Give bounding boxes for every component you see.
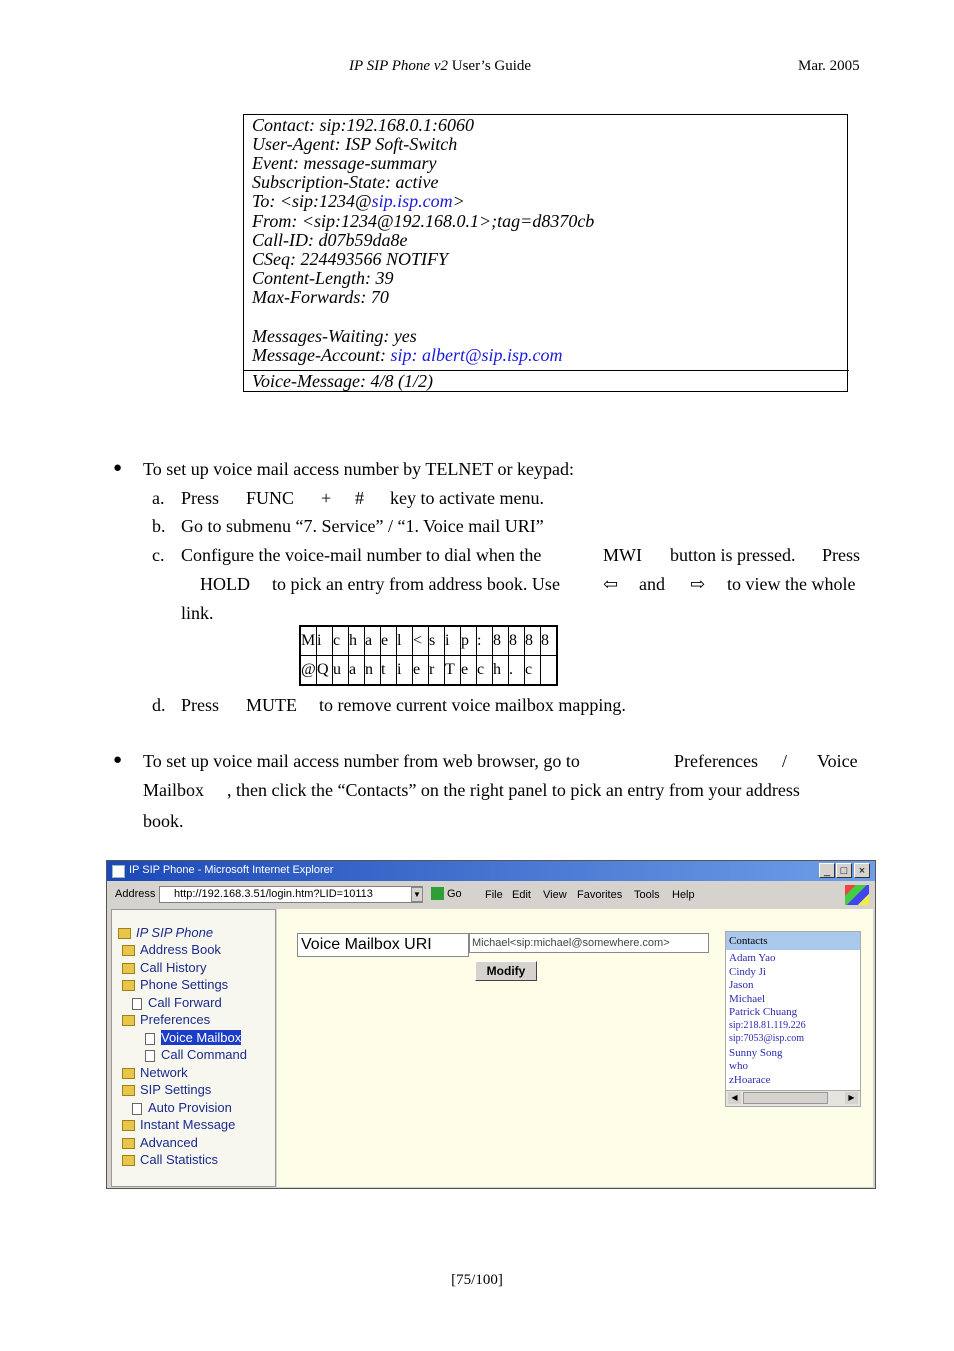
ie-app-icon [112, 865, 125, 878]
tree-item-instant-message[interactable]: Instant Message [122, 1117, 235, 1132]
minimize-button[interactable]: _ [819, 863, 835, 878]
menu-path-preferences: Preferences [674, 751, 758, 771]
menu-path-mailbox: Mailbox [143, 780, 204, 800]
folder-open-icon [122, 1015, 135, 1026]
contact-item[interactable]: Sunny Song [729, 1047, 783, 1059]
bullet-icon: ● [113, 752, 123, 768]
sip-contact: Contact: sip:192.168.0.1:6060 [252, 115, 474, 135]
go-button[interactable]: Go [447, 888, 462, 900]
right-arrow-icon: ⇨ [690, 574, 706, 594]
main-panel [277, 909, 873, 1187]
tree-item-voice-mailbox[interactable]: Voice Mailbox [145, 1030, 241, 1045]
sip-user-agent: User-Agent: ISP Soft-Switch [252, 134, 458, 154]
window-title: IP SIP Phone - Microsoft Internet Explorer [129, 864, 334, 876]
lcd-cell: l [397, 626, 413, 656]
message-account-link[interactable]: sip: albert@sip.isp.com [390, 345, 563, 365]
menu-favorites[interactable]: Favorites [577, 889, 623, 901]
lcd-cell: t [381, 656, 397, 686]
lcd-cell: . [509, 656, 525, 686]
step-d-press: Press [181, 695, 220, 715]
folder-icon [122, 963, 135, 974]
sip-voice-message: Voice-Message: 4/8 (1/2) [244, 370, 849, 391]
lcd-row-2 [300, 656, 557, 686]
lcd-cell: s [429, 626, 445, 656]
folder-icon [122, 1068, 135, 1079]
key-hash: # [355, 488, 364, 508]
lcd-cell: a [365, 626, 381, 656]
tree-root[interactable]: IP SIP Phone [118, 925, 213, 940]
page-icon [132, 1103, 142, 1115]
lcd-cell: a [349, 656, 365, 686]
bullet-icon: ● [113, 460, 123, 476]
lcd-row-1 [300, 626, 557, 656]
lcd-cell: T [445, 656, 461, 686]
sip-message-account: Message-Account: sip: albert@sip.isp.com [252, 345, 563, 365]
lcd-cell: 8 [541, 626, 558, 656]
contact-item[interactable]: sip:218.81.119.226 [729, 1020, 806, 1031]
tree-item-call-statistics[interactable]: Call Statistics [122, 1152, 218, 1167]
address-toolbar [107, 883, 875, 907]
folder-icon [122, 1085, 135, 1096]
folder-icon [122, 1155, 135, 1166]
menu-path-slash: / [782, 751, 788, 771]
key-mute: MUTE [246, 695, 297, 715]
lcd-cell: e [381, 626, 397, 656]
lcd-cell: i [397, 656, 413, 686]
sip-max-forwards: Max-Forwards: 70 [252, 287, 389, 307]
lcd-cell: i [317, 626, 333, 656]
step-c-line3: link. [181, 603, 214, 623]
folder-icon [122, 980, 135, 991]
lcd-cell: 8 [525, 626, 541, 656]
sip-call-id: Call-ID: d07b59da8e [252, 230, 408, 250]
scroll-left-icon[interactable]: ◀ [728, 1092, 741, 1104]
tree-item-auto-provision[interactable]: Auto Provision [132, 1100, 232, 1115]
tree-item-advanced[interactable]: Advanced [122, 1135, 198, 1150]
step-c-and: and [639, 574, 665, 594]
lcd-cell: r [429, 656, 445, 686]
key-hold: HOLD [200, 574, 250, 594]
contact-item[interactable]: sip:7053@isp.com [729, 1033, 805, 1044]
browser-screenshot [106, 860, 876, 1189]
folder-icon [122, 945, 135, 956]
menu-tools[interactable]: Tools [634, 889, 660, 901]
tree-item-call-forward[interactable]: Call Forward [132, 995, 222, 1010]
step-a-label: a. [152, 488, 165, 508]
page-icon [145, 1033, 155, 1045]
lcd-cell: h [493, 656, 509, 686]
section2-line1: To set up voice mail access number from web browser, go to [143, 751, 580, 771]
tree-item-address-book[interactable]: Address Book [122, 942, 221, 957]
step-d-rest: to remove current voice mailbox mapping. [319, 695, 626, 715]
menu-help[interactable]: Help [672, 889, 695, 901]
step-b-text: Go to submenu “7. Service” / “1. Voice mail URI” [181, 516, 544, 536]
lcd-cell: @ [300, 656, 317, 686]
scroll-right-icon[interactable]: ▶ [845, 1092, 858, 1104]
menu-edit[interactable]: Edit [512, 889, 531, 901]
window-titlebar [107, 861, 875, 881]
sip-from: From: <sip:1234@192.168.0.1>;tag=d8370cb [252, 211, 595, 231]
sip-event: Event: message-summary [252, 153, 437, 173]
address-input[interactable]: http://192.168.3.51/login.htm?LID=10113 [159, 886, 423, 903]
lcd-cell: h [349, 626, 365, 656]
lcd-cell: 8 [509, 626, 525, 656]
section1-bullet-text: To set up voice mail access number by TELNET or keypad: [143, 459, 574, 479]
voice-mailbox-uri-label: Voice Mailbox URI [297, 933, 469, 957]
contact-item[interactable]: Cindy Ji [729, 966, 766, 978]
step-c-press: Press [822, 545, 861, 565]
lcd-display-grid [299, 625, 558, 686]
voice-mailbox-uri-input[interactable]: Michael<sip:michael@somewhere.com> [469, 933, 709, 953]
contacts-list [725, 931, 861, 1107]
step-c-line2: to pick an entry from address book. Use [272, 574, 560, 594]
page-number: [75/100] [451, 1272, 503, 1288]
lcd-cell: n [365, 656, 381, 686]
step-a-rest: key to activate menu. [390, 488, 544, 508]
address-label: Address [115, 888, 156, 900]
menu-path-voice: Voice [817, 751, 858, 771]
contact-item[interactable]: Michael [729, 993, 766, 1005]
lcd-cell: c [477, 656, 493, 686]
left-arrow-icon: ⇦ [603, 574, 619, 594]
lcd-cell: 8 [493, 626, 509, 656]
page-icon [145, 1050, 155, 1062]
sip-subscription: Subscription-State: active [252, 172, 439, 192]
sip-content-length: Content-Length: 39 [252, 268, 394, 288]
folder-icon [122, 1120, 135, 1131]
close-button[interactable]: × [854, 863, 870, 878]
go-arrow-icon[interactable] [431, 887, 444, 900]
page-icon [132, 998, 142, 1010]
menu-file[interactable]: File [485, 889, 503, 901]
contact-item[interactable]: zHoarace [729, 1074, 771, 1086]
step-c-label: c. [152, 545, 165, 565]
folder-icon [118, 928, 131, 939]
sip-to-link[interactable]: sip.isp.com [371, 191, 453, 211]
key-mwi: MWI [603, 545, 642, 565]
lcd-cell: u [333, 656, 349, 686]
sip-notify-box [243, 114, 848, 392]
step-a-press: Press [181, 488, 220, 508]
section2-line2: , then click the “Contacts” on the right panel to pick an entry from your address [227, 780, 800, 800]
contact-item[interactable]: Jason [729, 979, 754, 991]
horizontal-scrollbar[interactable] [726, 1090, 860, 1106]
folder-icon [122, 1138, 135, 1149]
step-c-line2b: to view the whole [727, 574, 856, 594]
tree-item-network[interactable]: Network [122, 1065, 188, 1080]
contact-item[interactable]: Patrick Chuang [729, 1006, 798, 1018]
lcd-cell: < [413, 626, 429, 656]
tree-item-preferences[interactable]: Preferences [122, 1012, 210, 1027]
lcd-cell: i [445, 626, 461, 656]
lcd-cell: c [333, 626, 349, 656]
step-c-line1: Configure the voice-mail number to dial when the [181, 545, 542, 565]
key-func: FUNC [246, 488, 295, 508]
menu-view[interactable]: View [543, 889, 567, 901]
windows-logo-icon [845, 885, 869, 905]
lcd-cell: Q [317, 656, 333, 686]
contact-item[interactable]: Adam Yao [729, 952, 776, 964]
lcd-cell: c [525, 656, 541, 686]
maximize-button[interactable]: □ [836, 863, 852, 878]
nav-tree [111, 909, 276, 1187]
key-plus: + [321, 488, 332, 508]
lcd-cell: : [477, 626, 493, 656]
lcd-cell: p [461, 626, 477, 656]
section2-line3: book. [143, 811, 184, 831]
sip-cseq: CSeq: 224493566 NOTIFY [252, 249, 449, 269]
sip-to: To: <sip:1234@sip.isp.com> [252, 191, 465, 211]
lcd-cell: e [413, 656, 429, 686]
tree-item-phone-settings[interactable]: Phone Settings [122, 977, 228, 992]
contact-item[interactable]: who [729, 1060, 748, 1072]
scroll-thumb[interactable] [743, 1092, 828, 1104]
doc-header-title: IP SIP Phone v2 User’s Guide [349, 58, 532, 74]
tree-item-sip-settings[interactable]: SIP Settings [122, 1082, 211, 1097]
step-d-label: d. [152, 695, 166, 715]
tree-item-call-command[interactable]: Call Command [145, 1047, 247, 1062]
lcd-cell: e [461, 656, 477, 686]
modify-button[interactable]: Modify [475, 961, 537, 981]
lcd-cell [541, 656, 558, 686]
lcd-cell: M [300, 626, 317, 656]
step-c-line1b: button is pressed. [670, 545, 796, 565]
doc-header-date: Mar. 2005 [798, 58, 860, 74]
tree-item-call-history[interactable]: Call History [122, 960, 206, 975]
contacts-header: Contacts [726, 932, 860, 950]
step-b-label: b. [152, 516, 166, 536]
sip-messages-waiting: Messages-Waiting: yes [252, 326, 417, 346]
address-dropdown-icon[interactable]: ▼ [411, 887, 423, 902]
